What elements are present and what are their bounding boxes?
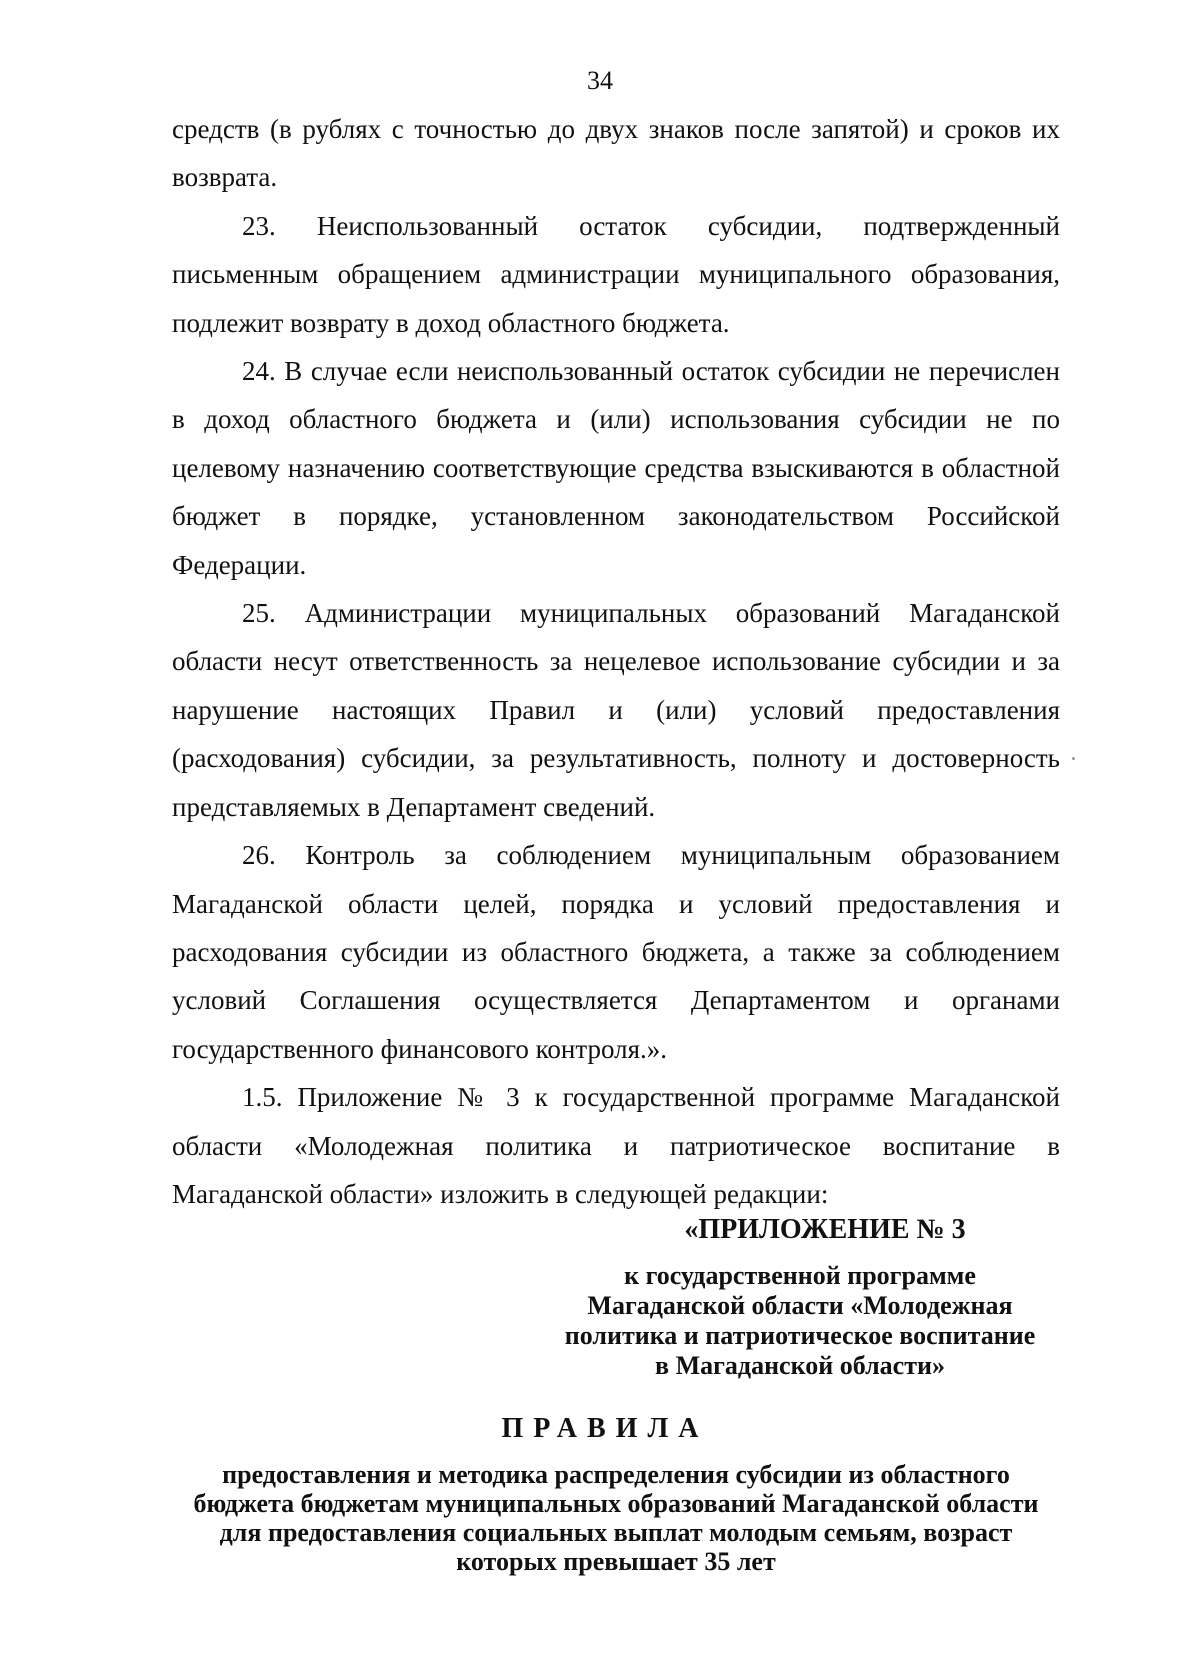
paragraph-continuation: средств (в рублях с точностью до двух знаков после запятой) и сроков их возврата. <box>172 114 1060 193</box>
paragraph-item-23: 23. Неиспользованный остаток субсидии, подтвержденный письменным обращением администрации муниципального образования, подлежит возврату в доход областного бюджета. <box>172 210 1060 338</box>
page-number: 34 <box>587 66 613 95</box>
rules-subtitle: предоставления и методика распределения субсидии из областного бюджета бюджетам муниципальных образований Магаданской области для предоставления социальных выплат молодым семьям, возраст которых превышает 35 лет <box>193 1460 1039 1576</box>
paragraph-item-1-5: 1.5. Приложение № 3 к государственной программе Магаданской области «Молодежная политика и патриотическое воспитание в Магаданской области» изложить в следующей редакции: <box>172 1082 1060 1209</box>
paragraph-item-26: 26. Контроль за соблюдением муниципальным образованием Магаданской области целей, порядка и условий предоставления и расходования субсидии из областного бюджета, а также за соблюдением условий Соглашения осуществляется Департаментом и органами государственного финансового контроля.». <box>172 840 1060 1064</box>
appendix-title: «ПРИЛОЖЕНИЕ № 3 <box>684 1214 966 1245</box>
rules-heading: ПРАВИЛА <box>501 1413 709 1444</box>
paragraph-item-24: 24. В случае если неиспользованный остаток субсидии не перечислен в доход областного бюджета и (или) использования субсидии не по целевому назначению соответствующие средства взыскиваются в областной бюджет в порядке, установленном законодательством Российской Федерации. <box>172 356 1060 580</box>
paragraph-item-25: 25. Администрации муниципальных образований Магаданской области несут ответственность за нецелевое использование субсидии и за нарушение настоящих Правил и (или) условий предоставления (расходования) субсидии, за результативность, полноту и достоверность представляемых в Департамент сведений. <box>172 598 1060 822</box>
scan-mark <box>1072 757 1075 760</box>
document-body <box>172 105 1060 1218</box>
appendix-subtitle: к государственной программе Магаданской области «Молодежная политика и патриотическое воспитание в Магаданской области» <box>564 1261 1036 1380</box>
